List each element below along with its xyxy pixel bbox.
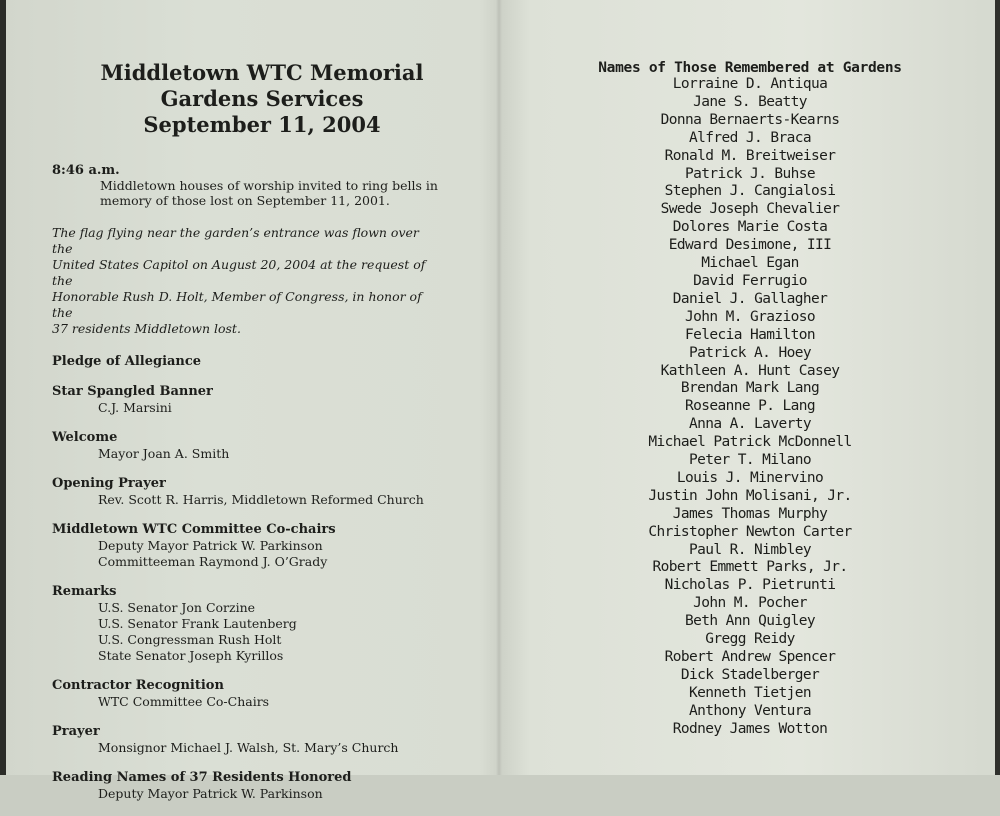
program-heading: Remarks — [52, 584, 117, 599]
honoree-name: Alfred J. Braca — [689, 129, 811, 146]
program-detail: C.J. Marsini — [98, 400, 172, 415]
program-detail: WTC Committee Co-Chairs — [98, 694, 270, 709]
bell-ringing-text — [100, 178, 452, 208]
honoree-name: Dolores Marie Costa — [672, 219, 828, 236]
program-item — [52, 354, 452, 370]
left-panel — [52, 60, 452, 816]
time-label: 8:46 a.m. — [52, 163, 120, 178]
program-title — [72, 60, 452, 138]
honoree-name: Robert Emmett Parks, Jr. — [652, 559, 848, 576]
honoree-name: David Ferrugio — [693, 272, 807, 289]
honoree-name: Lorraine D. Antiqua — [672, 76, 828, 92]
honoree-name: Kathleen A. Hunt Casey — [660, 362, 840, 379]
honoree-name: Nicholas P. Pietrunti — [664, 577, 836, 594]
names-list — [560, 76, 940, 739]
program-detail: Rev. Scott R. Harris, Middletown Reformed Church — [98, 492, 424, 507]
center-fold — [496, 0, 502, 775]
title-line: September 11, 2004 — [143, 112, 381, 137]
program-detail: U.S. Senator Jon Corzine — [98, 600, 256, 615]
program-detail: Mayor Joan A. Smith — [98, 446, 230, 461]
honoree-name: Anna A. Laverty — [689, 416, 811, 433]
program-detail: Deputy Mayor Patrick W. Parkinson — [98, 538, 323, 553]
honoree-name: James Thomas Murphy — [672, 505, 828, 522]
honoree-name: Justin John Molisani, Jr. — [648, 487, 852, 504]
honoree-name: Christopher Newton Carter — [648, 523, 852, 540]
title-line: Middletown WTC Memorial — [100, 60, 424, 85]
program-heading: Opening Prayer — [52, 476, 166, 491]
note-line: United States Capitol on August 20, 2004 at the request of the — [52, 257, 426, 288]
text-line: Middletown houses of worship invited to ring bells in — [100, 178, 438, 193]
note-line: 37 residents Middletown lost. — [52, 321, 241, 336]
program-heading: Welcome — [52, 430, 118, 445]
honoree-name: Kenneth Tietjen — [689, 684, 811, 701]
program-detail: U.S. Congressman Rush Holt — [98, 632, 282, 647]
program-heading: Prayer — [52, 724, 100, 739]
honoree-name: Robert Andrew Spencer — [664, 649, 836, 665]
honoree-name: Anthony Ventura — [689, 702, 811, 719]
honoree-name: Stephen J. Cangialosi — [664, 183, 836, 200]
honoree-name: Brendan Mark Lang — [680, 380, 820, 397]
honoree-name: Beth Ann Quigley — [684, 613, 816, 630]
honoree-name: Edward Desimone, III — [668, 237, 832, 254]
program-detail: Committeeman Raymond J. O’Grady — [98, 554, 328, 569]
honoree-name: Donna Bernaerts-Kearns — [660, 111, 840, 128]
title-line: Gardens Services — [160, 86, 364, 111]
honoree-name: Roseanne P. Lang — [684, 398, 816, 415]
program-heading: Pledge of Allegiance — [52, 354, 202, 369]
program-heading: Reading Names of 37 Residents Honored — [52, 770, 352, 785]
program-heading: Star Spangled Banner — [52, 384, 213, 399]
text-line: memory of those lost on September 11, 2001. — [100, 193, 390, 208]
program-item — [52, 724, 452, 756]
honoree-name: Peter T. Milano — [689, 452, 811, 469]
program-item — [52, 678, 452, 710]
program-item — [52, 384, 452, 416]
honoree-name: Dick Stadelberger — [680, 666, 820, 683]
honoree-name: Felecia Hamilton — [684, 326, 816, 343]
program-detail: State Senator Joseph Kyrillos — [98, 648, 284, 663]
program-heading: Contractor Recognition — [52, 678, 224, 693]
program-detail: Deputy Mayor Patrick W. Parkinson — [98, 786, 323, 801]
right-panel — [560, 60, 940, 739]
honoree-name: Jane S. Beatty — [693, 93, 807, 110]
honoree-name: Michael Patrick McDonnell — [648, 434, 852, 451]
program-detail: U.S. Senator Frank Lautenberg — [98, 616, 297, 631]
honoree-name: Ronald M. Breitweiser — [664, 147, 836, 164]
program-list — [52, 354, 452, 802]
program-item — [52, 430, 452, 462]
honoree-name: Rodney James Wotton — [672, 720, 828, 737]
program-heading: Middletown WTC Committee Co-chairs — [52, 522, 336, 537]
flag-note — [52, 225, 437, 337]
honoree-name: Daniel J. Gallagher — [672, 290, 828, 307]
honoree-name: John M. Pocher — [693, 595, 807, 612]
names-title: Names of Those Remembered at Gardens — [598, 60, 902, 76]
honoree-name: Patrick A. Hoey — [689, 344, 811, 361]
honoree-name: John M. Grazioso — [684, 308, 816, 325]
honoree-name: Paul R. Nimbley — [689, 541, 811, 558]
program-item — [52, 476, 452, 508]
honoree-name: Swede Joseph Chevalier — [660, 201, 840, 218]
program-detail: Monsignor Michael J. Walsh, St. Mary’s Church — [98, 740, 399, 755]
honoree-name: Louis J. Minervino — [676, 469, 824, 486]
honoree-name: Patrick J. Buhse — [684, 165, 816, 182]
honoree-name: Gregg Reidy — [705, 631, 795, 648]
note-line: The flag flying near the garden’s entrance was flown over the — [52, 225, 419, 256]
honoree-name: Michael Egan — [701, 255, 799, 272]
note-line: Honorable Rush D. Holt, Member of Congress, in honor of the — [52, 289, 422, 320]
program-item — [52, 522, 452, 570]
program-item — [52, 584, 452, 664]
